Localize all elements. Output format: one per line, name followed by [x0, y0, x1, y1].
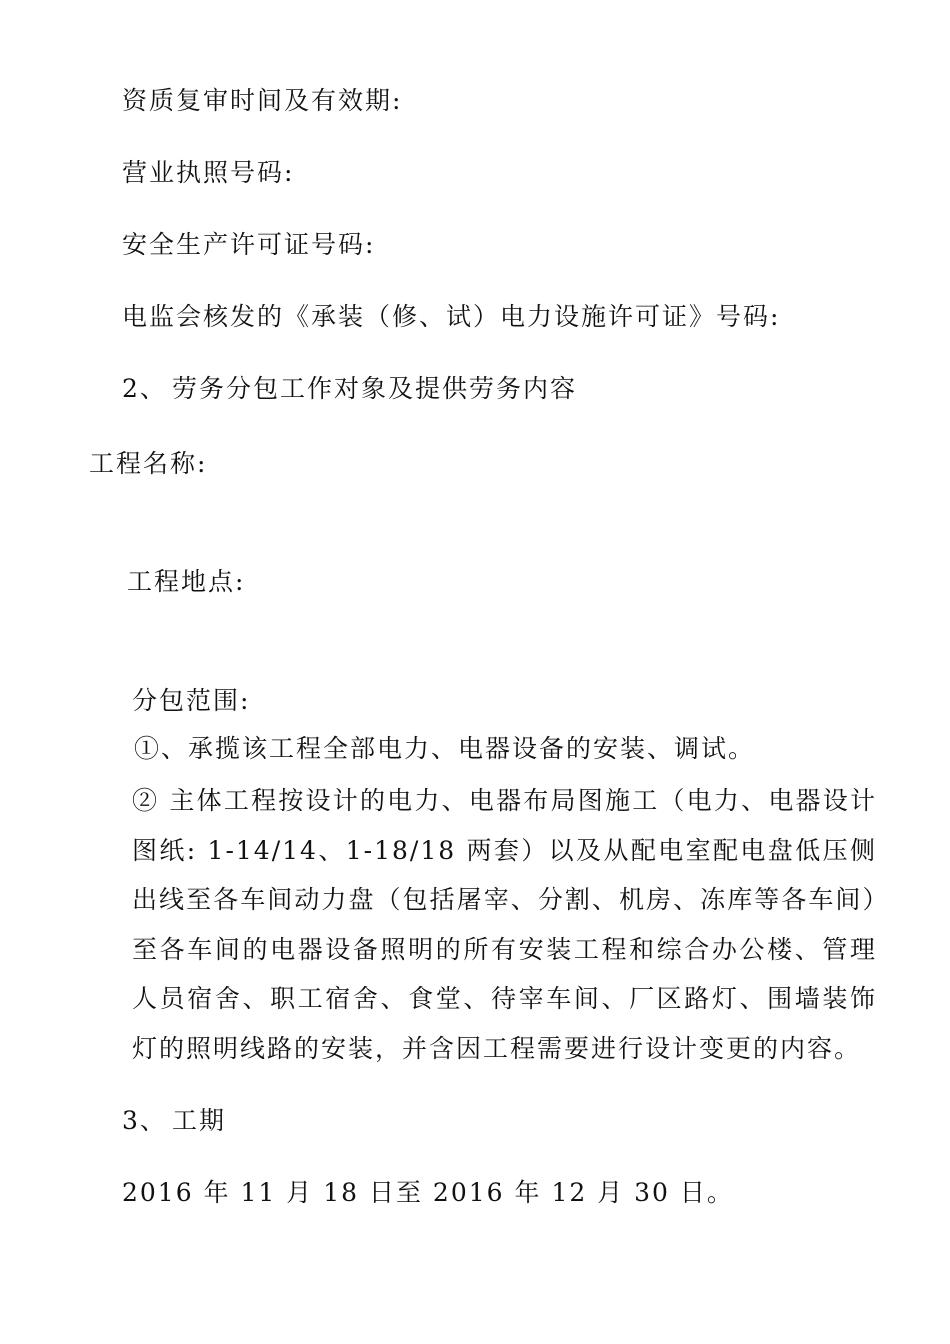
duration-dates-line: 2016 年 11 月 18 日至 2016 年 12 月 30 日。 — [122, 1178, 734, 1207]
section-2-number: 2、 — [122, 374, 167, 403]
project-location-line: 工程地点: — [127, 567, 246, 596]
project-name-line: 工程名称: — [89, 449, 208, 478]
business-license-line: 营业执照号码: — [122, 158, 295, 187]
section-2-heading — [122, 374, 577, 404]
power-permit-line: 电监会核发的《承装（修、试）电力设施许可证》号码: — [122, 302, 781, 331]
qualification-review-line: 资质复审时间及有效期: — [122, 86, 403, 115]
scope-item-2: ② 主体工程按设计的电力、电器布局图施工（电力、电器设计图纸: 1-14/14、1-18/18 两套）以及从配电室配电盘低压侧出线至各车间动力盘（包括屠宰、分割、机房、冻库等各车间）至各车间的电器设备照明的所有安装工程和综合办公楼、管理人员宿舍、职工宿舍、食堂、待宰车间、厂区路灯、围墙装饰灯的照明线路的安装，并含因工程需要进行设计变更的内容。 — [132, 786, 877, 1063]
scope-item-1: ①、承揽该工程全部电力、电器设备的安装、调试。 — [134, 734, 756, 763]
section-3-number: 3、 — [122, 1106, 167, 1135]
section-3-title: 工期 — [172, 1106, 227, 1135]
section-3-heading — [122, 1106, 226, 1136]
scope-heading: 分包范围: — [132, 686, 251, 715]
section-2-title: 劳务分包工作对象及提供劳务内容 — [172, 374, 578, 403]
safety-permit-line: 安全生产许可证号码: — [122, 230, 376, 259]
